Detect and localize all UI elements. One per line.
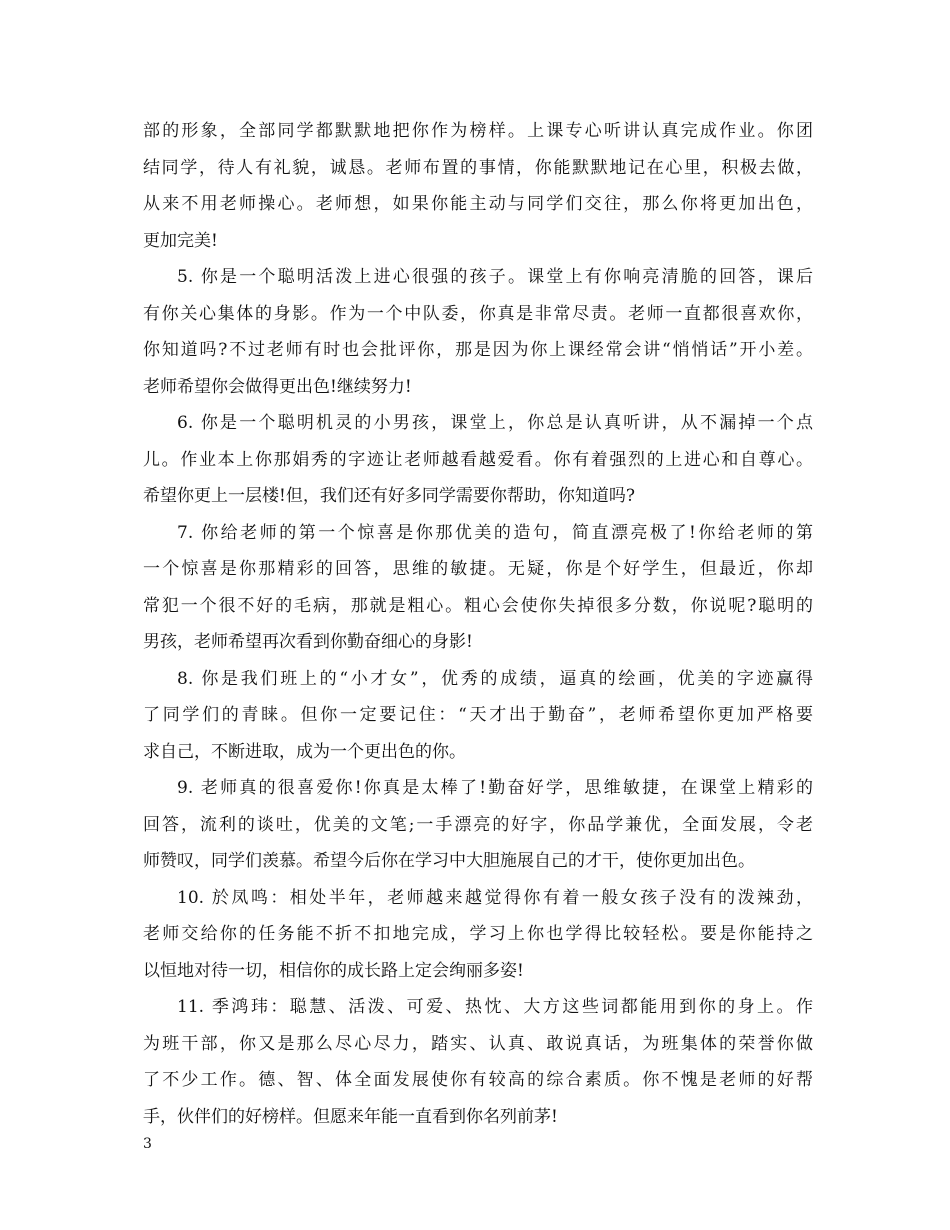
text-line: 以恒地对待一切，相信你的成长路上定会绚丽多姿!: [143, 960, 524, 981]
text-line: 结同学，待人有礼貌，诚恳。老师布置的事情，你能默默地记在心里，积极去做，: [143, 157, 813, 178]
text-line: 部的形象，全部同学都默默地把你作为榜样。上课专心听讲认真完成作业。你团: [143, 121, 813, 141]
text-line: 更加完美!: [143, 230, 218, 251]
text-line: 你知道吗?不过老师有时也会批评你，那是因为你上课经常会讲“悄悄话”开小差。: [143, 340, 813, 360]
paragraph-8-line: 8. 你是我们班上的“小才女”，优秀的成绩，逼真的绘画，优美的字迹赢得: [177, 668, 813, 689]
text-line: 男孩，老师希望再次看到你勤奋细心的身影!: [143, 632, 473, 652]
text-line: 儿。作业本上你那娟秀的字迹让老师越看越爱看。你有着强烈的上进心和自尊心。: [143, 449, 813, 470]
text-line: 师赞叹，同学们羡慕。希望今后你在学习中大胆施展自己的才干，使你更加出色。: [143, 851, 755, 871]
paragraph-7-line: 7. 你给老师的第一个惊喜是你那优美的造句，简直漂亮极了!你给老师的第: [177, 522, 813, 543]
text-line: 一个惊喜是你那精彩的回答，思维的敏捷。无疑，你是个好学生，但最近，你却: [143, 559, 813, 579]
text-line: 了不少工作。德、智、体全面发展使你有较高的综合素质。你不愧是老师的好帮: [143, 1070, 813, 1090]
text-line: 老师交给你的任务能不折不扣地完成，学习上你也学得比较轻松。要是你能持之: [143, 924, 813, 944]
paragraph-10-line: 10. 於凤鸣：相处半年，老师越来越觉得你有着一般女孩子没有的泼辣劲，: [177, 887, 813, 908]
text-line: 从来不用老师操心。老师想，如果你能主动与同学们交往，那么你将更加出色，: [143, 194, 813, 214]
text-line: 老师希望你会做得更出色!继续努力!: [143, 376, 412, 397]
body-text: [143, 113, 813, 1135]
paragraph-6-line: 6. 你是一个聪明机灵的小男孩，课堂上，你总是认真听讲，从不漏掉一个点: [177, 413, 813, 433]
text-line: 有你关心集体的身影。作为一个中队委，你真是非常尽责。老师一直都很喜欢你，: [143, 303, 813, 324]
paragraph-5-line: 5. 你是一个聪明活泼上进心很强的孩子。课堂上有你响亮清脆的回答，课后: [177, 267, 813, 287]
text-line: 手，伙伴们的好榜样。但愿来年能一直看到你名列前茅!: [143, 1106, 558, 1127]
paragraph-11-line: 11. 季鸿玮：聪慧、活泼、可爱、热忱、大方这些词都能用到你的身上。作: [177, 997, 813, 1017]
paragraph-9-line: 9. 老师真的很喜爱你!你真是太棒了!勤奋好学，思维敏捷，在课堂上精彩的: [177, 778, 813, 798]
text-line: 常犯一个很不好的毛病，那就是粗心。粗心会使你失掉很多分数，你说呢?聪明的: [143, 595, 813, 616]
text-line: 为班干部，你又是那么尽心尽力，踏实、认真、敢说真话，为班集体的荣誉你做: [143, 1033, 813, 1054]
page-number: 3: [143, 1136, 152, 1152]
text-line: 希望你更上一层楼!但，我们还有好多同学需要你帮助，你知道吗?: [143, 486, 635, 506]
text-line: 求自己，不断进取，成为一个更出色的你。: [143, 741, 466, 762]
text-line: 了同学们的青睐。但你一定要记住：“天才出于勤奋”，老师希望你更加严格要: [143, 705, 813, 725]
text-line: 回答，流利的谈吐，优美的文笔;一手漂亮的好字，你品学兼优，全面发展，令老: [143, 814, 813, 835]
